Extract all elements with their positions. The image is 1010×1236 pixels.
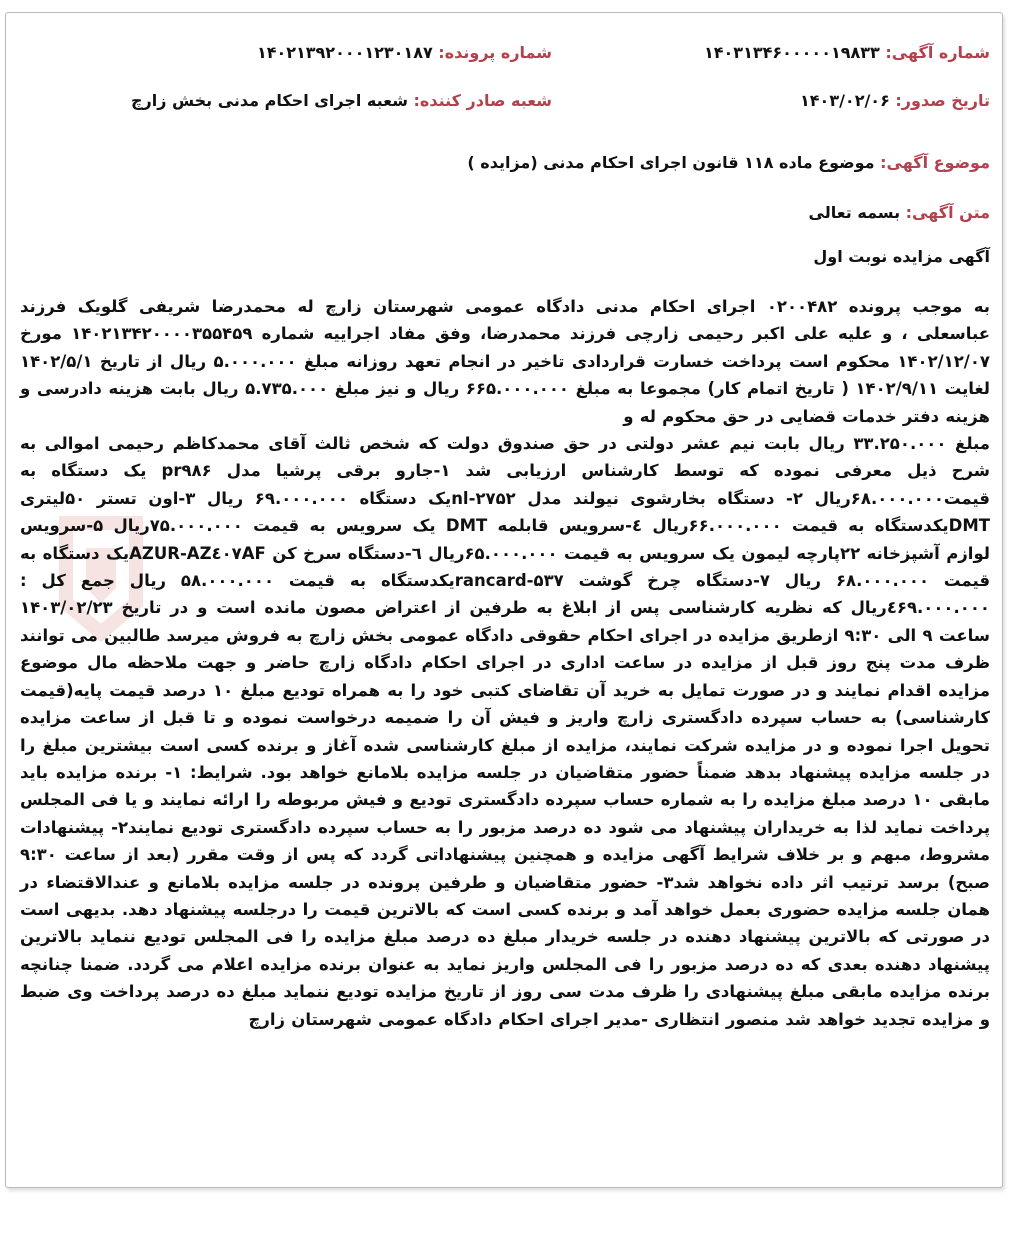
issue-date-value: ۱۴۰۳/۰۲/۰۶ — [800, 91, 890, 110]
subject-label: موضوع آگهی: — [880, 153, 990, 172]
notice-number-value: ۱۴۰۳۱۳۴۶۰۰۰۰۰۱۹۸۳۳ — [704, 43, 880, 62]
case-number-label: شماره پرونده: — [438, 43, 552, 62]
notice-body — [20, 293, 990, 1033]
issuer-row — [131, 91, 552, 110]
notice-text-value: بسمه تعالی — [808, 203, 901, 222]
subject-value: موضوع ماده ۱۱۸ قانون اجرای احکام مدنی (مزایده ) — [467, 153, 875, 172]
body-paragraph-1: به موجب پرونده ۰۲۰۰۴۸۲ اجرای احکام مدنی دادگاه عمومی شهرستان زارچ له محمدرضا شریفی گلویک فرزند عباسعلی ، و علیه علی اکبر رحیمی زارچی فرزند محمدرضا، وفق مفاد اجراییه شماره ۱۴۰۲۱۳۴۲۰۰۰۰۳۵۵۴۵۹ مورخ ۱۴۰۲/۱۲/۰۷ محکوم است پرداخت خسارت قراردادی تاخیر در انجام تعهد روزانه مبلغ ۵.۰۰۰.۰۰۰ ریال از تاریخ ۱۴۰۲/۵/۱ لغایت ۱۴۰۲/۹/۱۱ ( تاریخ اتمام کار) مجموعا به مبلغ ۶۶۵.۰۰۰.۰۰۰ ریال و نیز مبلغ ۵.۷۳۵.۰۰۰ ریال بابت هزینه دادرسی و هزینه دفتر خدمات قضایی در حق محکوم له و — [20, 297, 990, 426]
notice-number-label: شماره آگهی: — [885, 43, 990, 62]
auction-heading: آگهی مزایده نوبت اول — [813, 247, 990, 266]
notice-text-label: متن آگهی: — [905, 203, 990, 222]
issuer-value: شعبه اجرای احکام مدنی بخش زارچ — [130, 91, 408, 110]
notice-content — [6, 13, 1004, 1189]
subject-row — [467, 153, 990, 172]
notice-text-row — [809, 203, 990, 222]
issue-date-label: تاریخ صدور: — [895, 91, 990, 110]
notice-number-row — [704, 43, 990, 62]
notice-panel — [5, 12, 1003, 1188]
case-number-value: ۱۴۰۲۱۳۹۲۰۰۰۱۲۳۰۱۸۷ — [256, 43, 433, 62]
issuer-label: شعبه صادر کننده: — [413, 91, 552, 110]
issue-date-row — [800, 91, 990, 110]
case-number-row — [257, 43, 552, 62]
body-paragraph-2: مبلغ ۳۳.۲۵۰.۰۰۰ ریال بابت نیم عشر دولتی در حق صندوق دولت که شخص ثالث آقای محمدکاظم رحیمی اموالی به شرح ذیل معرفی نموده که توسط کارشناس ارزیابی شد ۱-جارو برقی پرشیا مدل pr۹۸۶ یک دستگاه به قیمت۶۸.۰۰۰.۰۰۰ریال ۲- دستگاه بخارشوی نیولند مدل nl-۲۷۵۲یک دستگاه ۶۹.۰۰۰.۰۰۰ ریال ۳-اون تستر ۵۰لیتری DMTیکدستگاه به قیمت ۶۶.۰۰۰.۰۰۰ریال ٤-سرویس قابلمه DMT یک سرویس به قیمت ۷۵.۰۰۰.۰۰۰ریال ۵-سرویس لوازم آشپزخانه ۲۲پارچه لیمون یک سرویس به قیمت ۶۵.۰۰۰.۰۰۰ریال ٦-دستگاه سرخ کن AZUR-AZ٤۰۷AFیک دستگاه به قیمت ۶۸.۰۰۰.۰۰۰ ریال ۷-دستگاه چرخ گوشت rancard-۵۳۷یکدستگاه به قیمت ۵۸.۰۰۰.۰۰۰ ریال جمع کل : ٤۶۹.۰۰۰.۰۰۰ریال که نظریه کارشناسی پس از ابلاغ به طرفین از اعتراض مصون مانده است و در تاریخ ۱۴۰۳/۰۲/۲۳ ساعت ۹ الی ۹:۳۰ ازطریق مزایده در اجرای احکام حقوقی دادگاه عمومی بخش زارچ به فروش میرسد طالبین می توانند ظرف مدت پنج روز قبل از مزایده در ساعت اداری در اجرای احکام دادگاه زارچ حاضر و جهت ملاحظه مال موضوع مزایده اقدام نمایند و در صورت تمایل به خرید آن تقاضای کتبی خود را به همراه تودیع مبلغ ۱۰ درصد قیمت پایه(قیمت کارشناسی) به حساب سپرده دادگستری زارچ واریز و فیش آن را ضمیمه درخواست نموده و تا قبل از ساعت مزایده تحویل اجرا نموده و در مزایده شرکت نمایند، مزایده از مبلغ کارشناسی شده آغاز و برنده کسی است بیشترین مبلغ را در جلسه مزایده پیشنهاد بدهد ضمناً حضور متقاضیان در جلسه مزایده بلامانع خواهد بود. شرایط: ۱- برنده مزایده باید مابقی ۱۰ درصد مبلغ مزایده را به شماره حساب سپرده دادگستری تودیع و فیش مربوطه را ارائه نمایند و یا فی المجلس پرداخت نماید لذا به خریداران پیشنهاد می شود ده درصد مزبور را به حساب سپرده دادگستری تودیع نمایند۲- پیشنهادات مشروط، مبهم و بر خلاف شرایط آگهی مزایده و همچنین پیشنهاداتی گردد که پس از وقت مقرر (بعد از ساعت ۹:۳۰ صبح) برسد ترتیب اثر داده نخواهد شد۳- حضور متقاضیان و طرفین پرونده در جلسه مزایده بلامانع و عندالاقتضاء در همان جلسه مزایده حضوری بعمل خواهد آمد و برنده کسی است که بالاترین قیمت را درجلسه پیشنهاد دهد. بدیهی است در صورتی که بالاترین پیشنهاد دهنده در جلسه خریدار مبلغ ده درصد مبلغ مزایده را فی المجلس تودیع ننماید بالاترین پیشنهاد دهنده بعدی که ده درصد مزبور را فی المجلس واریز نماید به عنوان برنده مزایده اعلام می گردد. ضمنا چنانچه برنده مزایده مابقی مبلغ پیشنهادی را ظرف مدت سی روز از تاریخ مزایده تودیع ننماید مبلغ ده درصد پرداخت وی ضبط و مزایده تجدید خواهد شد منصور انتظاری -مدیر اجرای احکام دادگاه عمومی شهرستان زارچ — [20, 434, 991, 1029]
